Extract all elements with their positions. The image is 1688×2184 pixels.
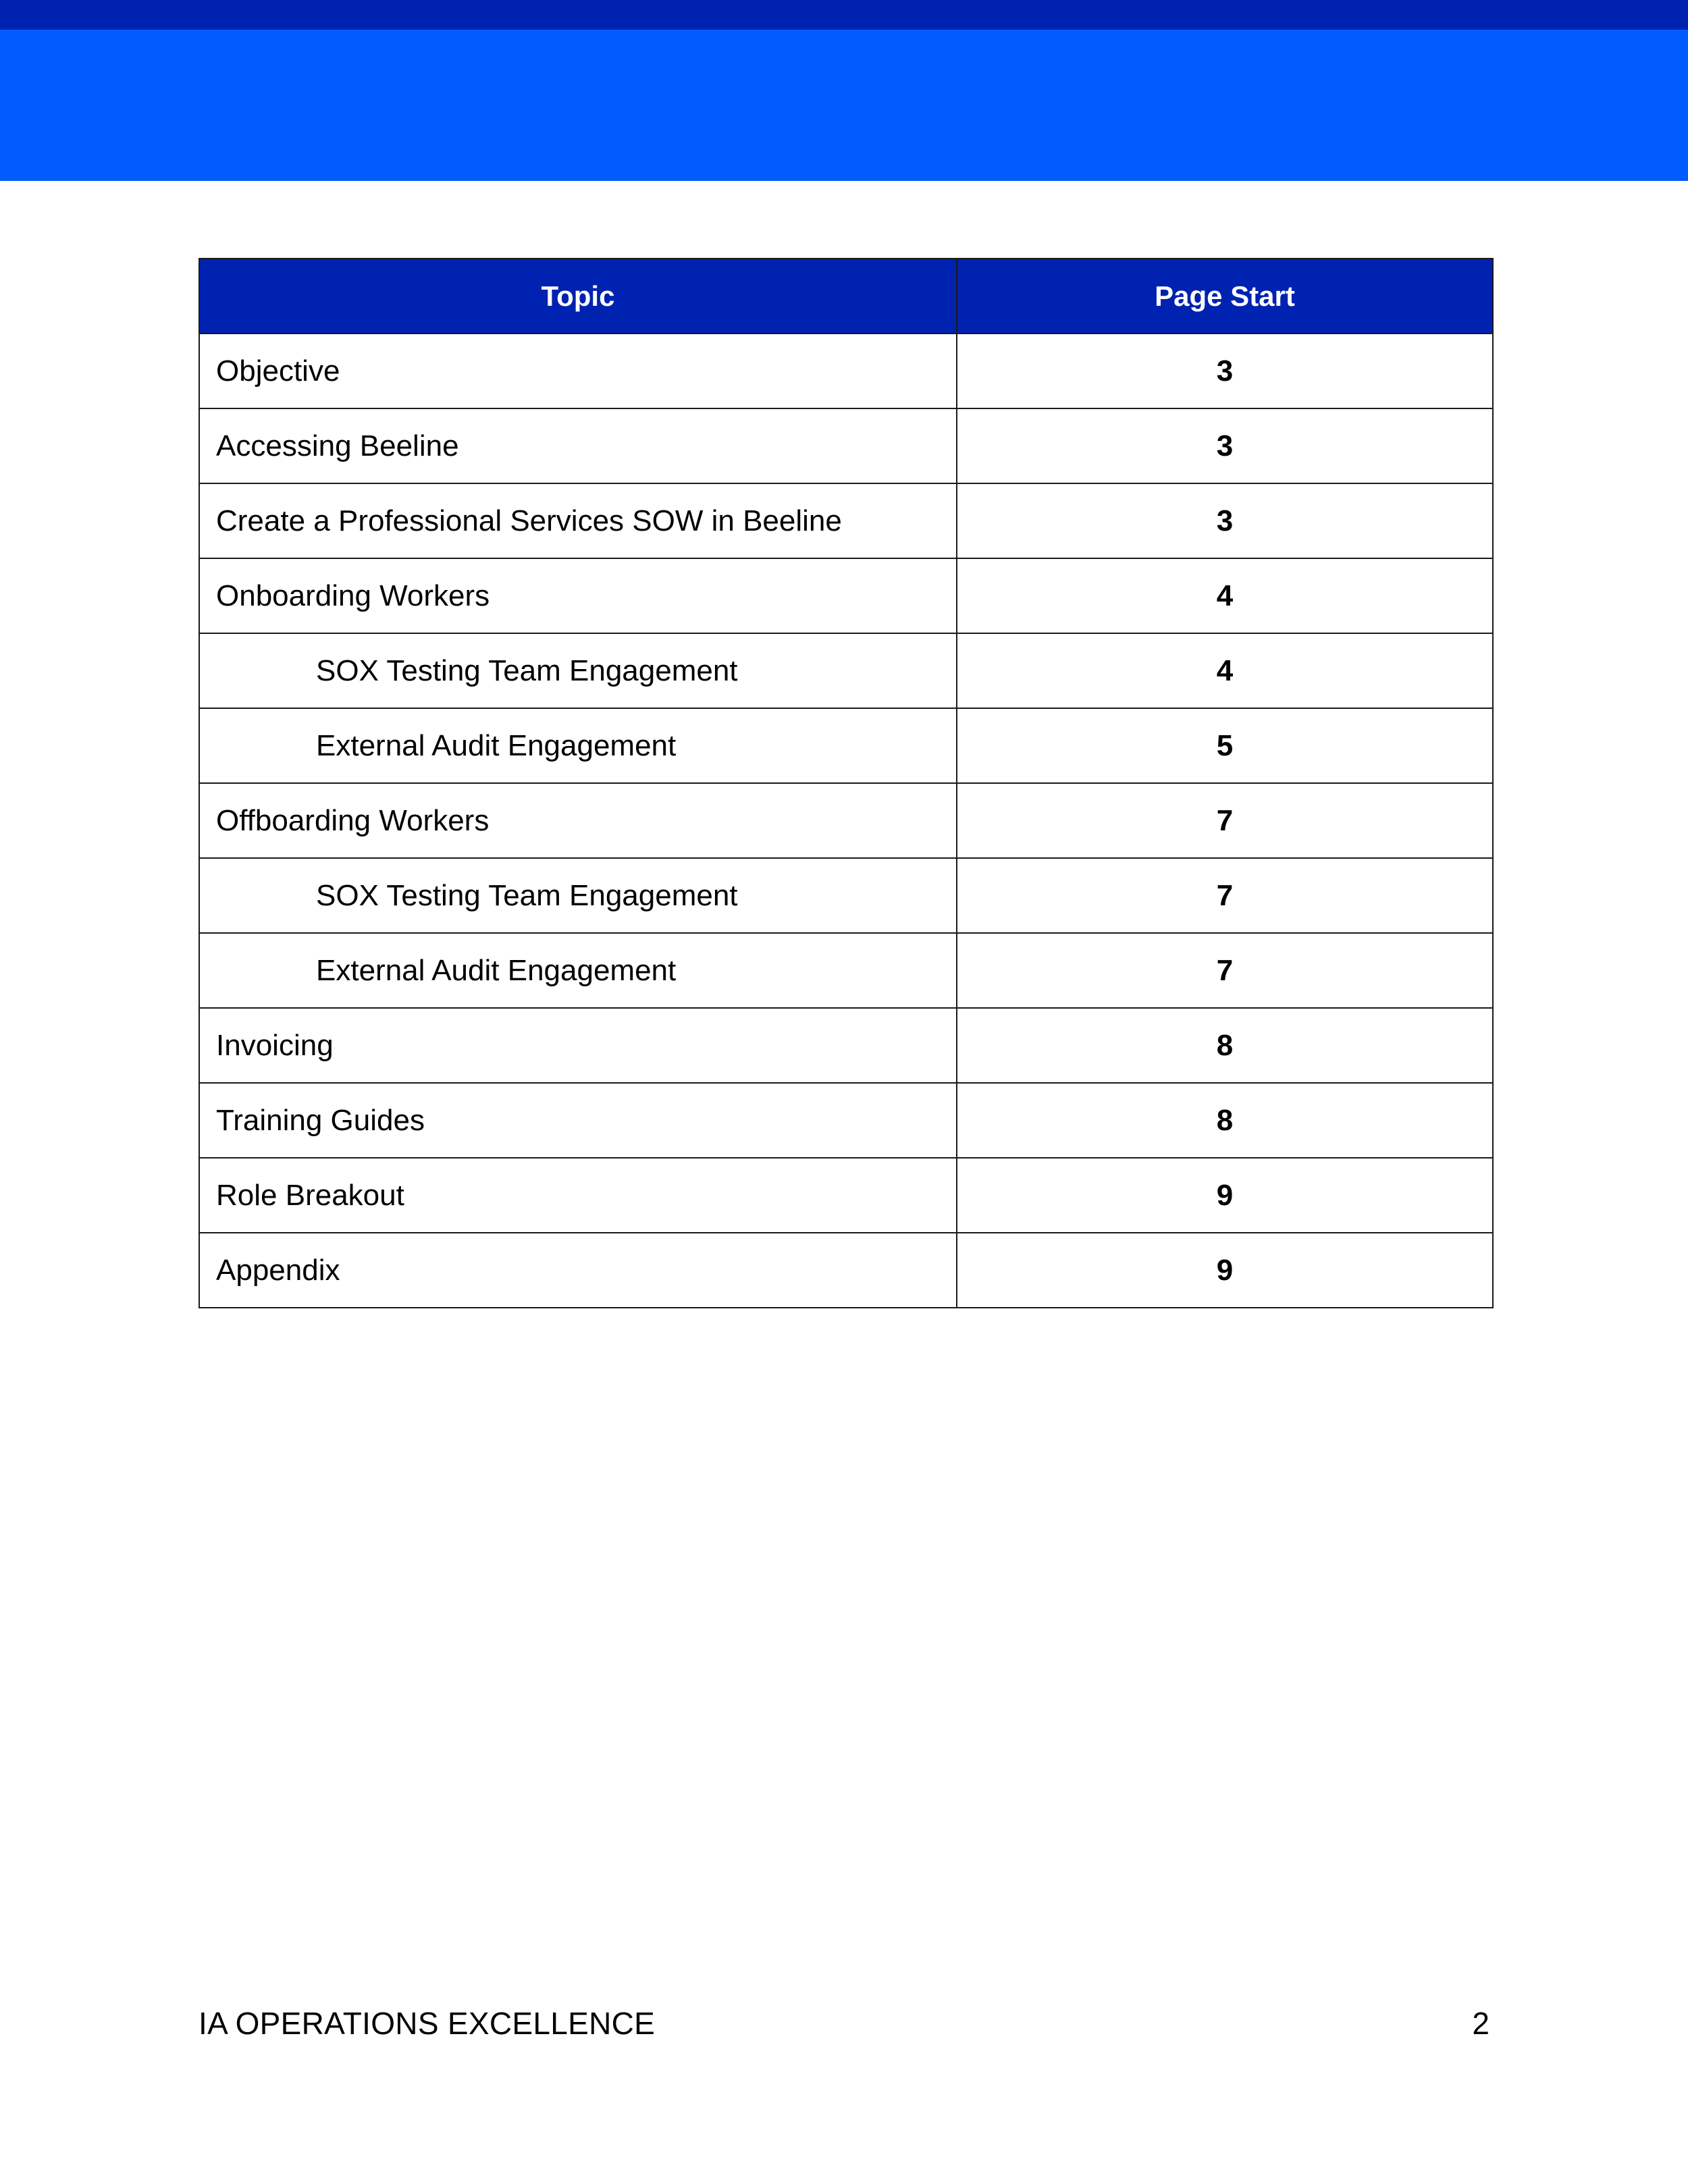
table-row: [199, 334, 1493, 408]
table-row: [199, 783, 1493, 858]
table-row: [199, 858, 1493, 933]
page-start-cell: 3: [957, 408, 1493, 483]
page-start-cell: 9: [957, 1158, 1493, 1233]
topic-cell: Objective: [199, 334, 957, 408]
topic-cell: Appendix: [199, 1233, 957, 1308]
topic-cell: SOX Testing Team Engagement: [199, 633, 957, 708]
topic-cell: Offboarding Workers: [199, 783, 957, 858]
table-row: [199, 1008, 1493, 1083]
page-start-cell: 8: [957, 1008, 1493, 1083]
footer-title: IA OPERATIONS EXCELLENCE: [199, 2006, 656, 2041]
topic-cell: Accessing Beeline: [199, 408, 957, 483]
header-band-bright: [0, 30, 1688, 181]
table-row: [199, 708, 1493, 783]
page-start-cell: 8: [957, 1083, 1493, 1158]
table-row: [199, 1233, 1493, 1308]
topic-cell: Role Breakout: [199, 1158, 957, 1233]
topic-cell: Invoicing: [199, 1008, 957, 1083]
page-start-cell: 7: [957, 933, 1493, 1008]
topic-cell: Training Guides: [199, 1083, 957, 1158]
topic-cell: External Audit Engagement: [199, 933, 957, 1008]
page-start-cell: 4: [957, 558, 1493, 633]
page-start-cell: 4: [957, 633, 1493, 708]
page-start-cell: 9: [957, 1233, 1493, 1308]
table-row: [199, 933, 1493, 1008]
page-start-cell: 3: [957, 334, 1493, 408]
page-start-cell: 5: [957, 708, 1493, 783]
table-row: [199, 633, 1493, 708]
topic-cell: External Audit Engagement: [199, 708, 957, 783]
topic-cell: SOX Testing Team Engagement: [199, 858, 957, 933]
table-row: [199, 1083, 1493, 1158]
header-band-dark: [0, 0, 1688, 30]
footer-page-number: 2: [1472, 2006, 1489, 2041]
topic-cell: Onboarding Workers: [199, 558, 957, 633]
table-body: [199, 334, 1493, 1308]
table-row: [199, 558, 1493, 633]
column-header-page-start: Page Start: [957, 259, 1493, 334]
table-row: [199, 408, 1493, 483]
table-of-contents: [199, 258, 1494, 1308]
topic-cell: Create a Professional Services SOW in Beeline: [199, 483, 957, 558]
page-start-cell: 7: [957, 783, 1493, 858]
table-row: [199, 1158, 1493, 1233]
page-start-cell: 3: [957, 483, 1493, 558]
table-header-row: [199, 259, 1493, 334]
page-start-cell: 7: [957, 858, 1493, 933]
column-header-topic: Topic: [199, 259, 957, 334]
table-row: [199, 483, 1493, 558]
